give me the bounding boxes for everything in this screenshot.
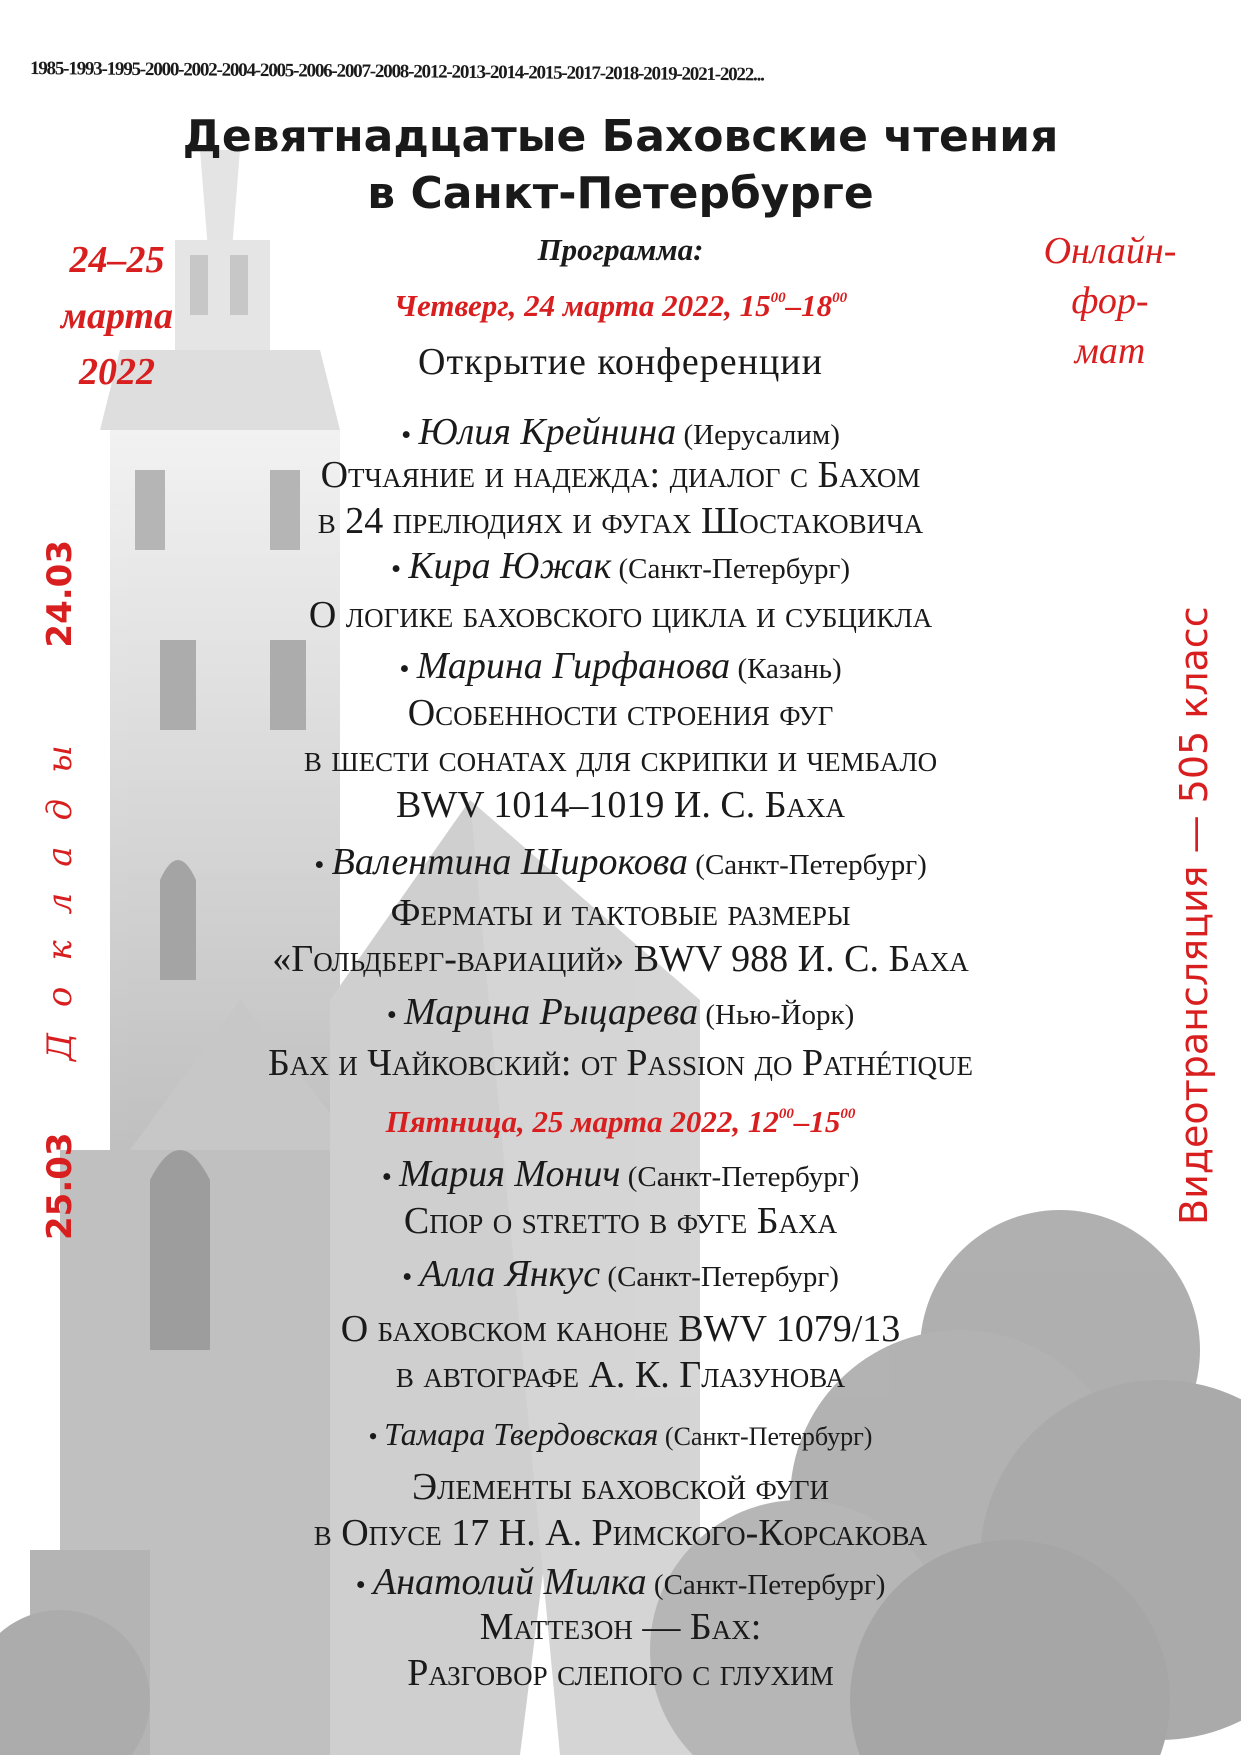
talk-title-line: Разговор слепого с глухим [407,1652,834,1694]
talk-title-line: Отчаяние и надежда: диалог с Бахом [320,454,921,496]
speaker-9: • Анатолий Милка (Санкт-Петербург) [355,1561,886,1603]
day-1-start-minutes: 00 [770,290,786,306]
vertical-broadcast-label: Видеотрансляция — 505 класс [1172,606,1216,1225]
talk-title-4 [0,890,1241,982]
talk-title-6 [0,1198,1241,1244]
vertical-date-top: 24.03 [40,540,80,648]
speaker-4: • Валентина Широкова (Санкт-Петербург) [314,841,927,883]
talk-title-line: в Опусе 17 Н. А. Римского-Корсакова [313,1512,928,1554]
speaker-1: • Юлия Крейнина (Иерусалим) [401,411,840,453]
speaker-name: Валентина Широкова [331,841,689,883]
day-2-end-minutes: 00 [840,1106,856,1122]
talk-title-3 [0,690,1241,828]
day-1-text: Четверг, 24 марта 2022, 15 [393,288,771,323]
vertical-reports-word: Доклады [40,719,80,1061]
speaker-name: Марина Гирфанова [416,645,731,687]
speaker-city: (Нью-Йорк) [705,999,855,1031]
talk-title-2 [0,592,1241,638]
speaker-city: (Санкт-Петербург) [695,849,927,881]
program-label: Программа: [537,232,704,267]
talk-title-8 [0,1464,1241,1556]
talk-title-line: «Гольдберг-вариаций» BWV 988 И. С. Баха [272,938,969,980]
years-list: 1985-1993-1995-2000-2002-2004-2005-2006-2007-2008-2012-2013-2014-2015-2017-2018-2019-2021-2022... [29,58,764,86]
speaker-city: (Санкт-Петербург) [653,1569,886,1601]
speaker-name: Тамара Твердовская [384,1416,659,1452]
speaker-name: Анатолий Милка [372,1561,647,1603]
day-1-dash: –18 [785,288,833,323]
speaker-city: (Санкт-Петербург) [627,1161,860,1193]
talk-title-line: Спор о stretto в фуге Баха [403,1200,838,1242]
vertical-date-bottom: 25.03 [40,1132,80,1240]
talk-title-line: Элементы баховской фуги [411,1466,830,1508]
speaker-name: Юлия Крейнина [418,411,677,453]
left-date-month: марта [60,295,174,337]
day-1-heading [0,288,1241,324]
talk-title-line: О логике баховского цикла и субцикла [308,594,933,636]
talk-title-line: в 24 прелюдиях и фугах Шостаковича [317,500,924,542]
talk-title-9 [0,1604,1241,1696]
opening-session: Открытие конференции [418,341,823,383]
title-line-1: Девятнадцатые Баховские чтения [182,111,1059,162]
vertical-reports-label [40,540,80,1240]
speaker-name: Кира Южак [408,545,612,587]
talk-title-line: Бах и Чайковский: от Passion до Pathétique [267,1042,974,1084]
day-2-start-minutes: 00 [778,1106,794,1122]
talk-title-1 [0,452,1241,544]
talk-title-line: Особенности строения фуг [407,692,834,734]
speaker-7: • Алла Янкус (Санкт-Петербург) [402,1253,839,1295]
page-title [0,108,1241,222]
online-format-line-2: фор- [1071,280,1149,322]
speaker-name: Алла Янкус [419,1253,601,1295]
speaker-5: • Марина Рыцарева (Нью-Йорк) [386,991,855,1033]
speaker-8: • Тамара Твердовская (Санкт-Петербург) [368,1416,873,1452]
left-date-days: 24–25 [69,239,165,281]
speaker-name: Марина Рыцарева [404,991,699,1033]
speaker-3: • Марина Гирфанова (Казань) [399,645,842,687]
talk-title-line: в автографе А. К. Глазунова [395,1354,846,1396]
title-line-2: в Санкт-Петербурге [367,168,874,219]
speaker-name: Мария Монич [399,1153,621,1195]
talk-title-line: BWV 1014–1019 И. С. Баха [395,784,846,826]
speaker-city: (Санкт-Петербург) [618,553,850,585]
speaker-6: • Мария Монич (Санкт-Петербург) [381,1153,860,1195]
day-1-end-minutes: 00 [832,290,848,306]
talk-title-7 [0,1306,1241,1398]
day-2-heading [0,1104,1241,1140]
talk-title-5 [0,1040,1241,1086]
online-format-line-1: Онлайн- [1043,230,1177,272]
left-date-year: 2022 [79,351,155,393]
speaker-city: (Санкт-Петербург) [664,1422,873,1451]
day-2-text: Пятница, 25 марта 2022, 12 [385,1104,779,1139]
online-format-line-3: мат [1074,330,1146,372]
speaker-city: (Казань) [737,653,842,685]
talk-title-line: Ферматы и тактовые размеры [390,892,851,934]
talk-title-line: Маттезон — Бах: [479,1606,762,1648]
speaker-2: • Кира Южак (Санкт-Петербург) [391,545,850,587]
day-2-dash: –15 [793,1104,841,1139]
talk-title-line: О баховском каноне BWV 1079/13 [340,1308,901,1350]
speaker-city: (Санкт-Петербург) [607,1261,839,1293]
speaker-city: (Иерусалим) [683,419,840,451]
talk-title-line: в шести сонатах для скрипки и чембало [303,738,938,780]
